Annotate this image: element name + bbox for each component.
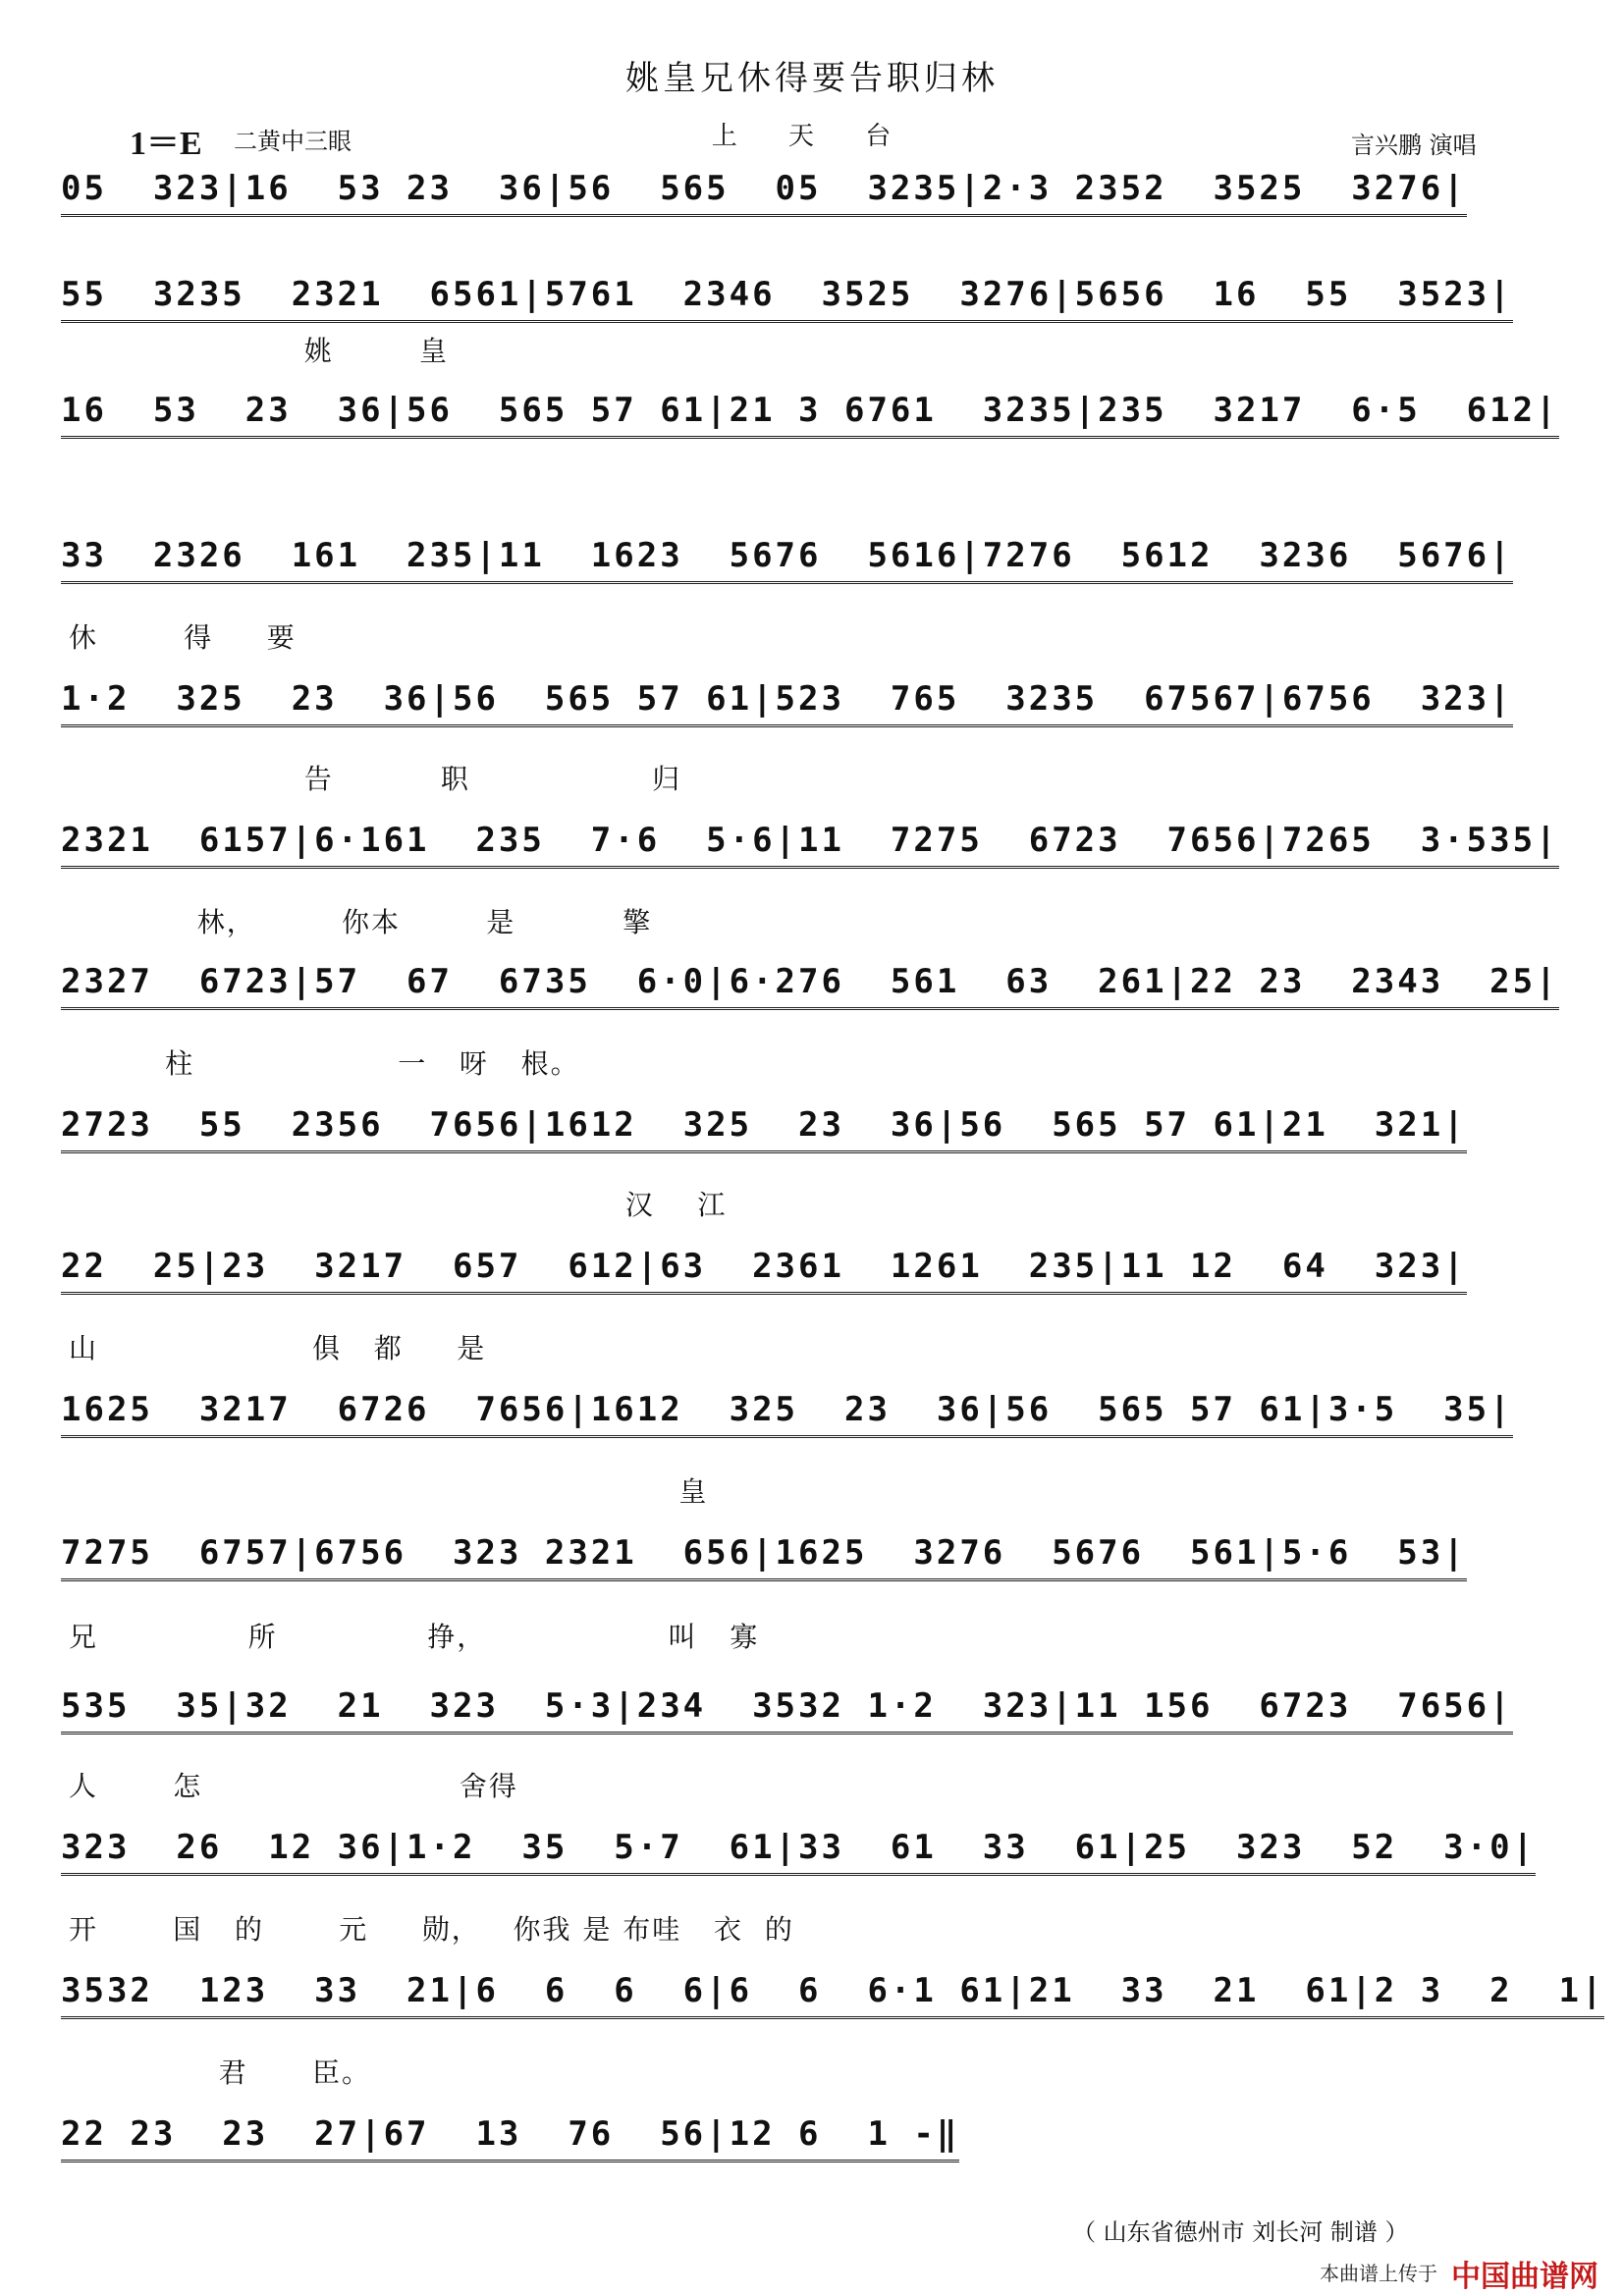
- lyric-line: 君 臣。: [69, 2056, 372, 2089]
- notation-line: 2723 55 2356 7656|1612 325 23 36|56 565 57 61|21 321|: [61, 1105, 1467, 1153]
- site-logo[interactable]: 中国曲谱网: [1451, 2260, 1598, 2294]
- lyric-line: 休 得 要: [69, 621, 297, 654]
- lyric-line: 人 怎 舍得: [69, 1770, 518, 1802]
- lyric-line: 姚 皇: [69, 335, 450, 367]
- notation-line: 55 3235 2321 6561|5761 2346 3525 3276|5656 16 55 3523|: [61, 275, 1513, 323]
- notation-line: 05 323|16 53 23 36|56 565 05 3235|2·3 2352 3525 3276|: [61, 169, 1467, 217]
- score-subtitle: 上 天 台: [711, 122, 913, 151]
- upload-note: 本曲谱上传于: [1320, 2262, 1437, 2285]
- notation-line: 7275 6757|6756 323 2321 656|1625 3276 5676 561|5·6 53|: [61, 1533, 1467, 1581]
- notation-line: 1625 3217 6726 7656|1612 325 23 36|56 565 57 61|3·5 35|: [61, 1390, 1513, 1438]
- lyric-line: 林， 你本 是 擎: [69, 906, 653, 938]
- lyric-line: 柱 一 呀 根。: [69, 1047, 580, 1080]
- transcriber-credit: （ 山东省德州市 刘长河 制谱 ）: [1072, 2218, 1409, 2246]
- notation-line: 535 35|32 21 323 5·3|234 3532 1·2 323|11 156 6723 7656|: [61, 1686, 1513, 1735]
- key-signature: 1＝E: [130, 126, 202, 162]
- score-title: 姚皇兄休得要告职归林: [625, 59, 999, 98]
- lyric-line: 山 俱 都 是: [69, 1332, 487, 1364]
- mode-label: 二黄中三眼: [234, 128, 352, 155]
- lyric-line: 开 国 的 元 勋， 你我 是 布哇 衣 的: [69, 1913, 794, 1946]
- notation-line: 22 23 23 27|67 13 76 56|12 6 1 -‖: [61, 2114, 959, 2163]
- lyric-line: 汉 江: [69, 1189, 728, 1221]
- notation-line: 16 53 23 36|56 565 57 61|21 3 6761 3235|235 3217 6·5 612|: [61, 391, 1559, 439]
- notation-line: 22 25|23 3217 657 612|63 2361 1261 235|11 12 64 323|: [61, 1247, 1467, 1295]
- notation-line: 2321 6157|6·161 235 7·6 5·6|11 7275 6723 7656|7265 3·535|: [61, 821, 1559, 869]
- lyric-line: 皇: [69, 1475, 709, 1508]
- performer-credit: 言兴鹏 演唱: [1351, 132, 1477, 159]
- notation-line: 323 26 12 36|1·2 35 5·7 61|33 61 33 61|25 323 52 3·0|: [61, 1828, 1536, 1876]
- notation-line: 33 2326 161 235|11 1623 5676 5616|7276 5612 3236 5676|: [61, 536, 1513, 584]
- lyric-line: 告 职 归: [69, 763, 682, 795]
- notation-line: 3532 123 33 21|6 6 6 6|6 6 6·1 61|21 33 21 61|2 3 2 1|: [61, 1971, 1604, 2019]
- notation-line: 2327 6723|57 67 6735 6·0|6·276 561 63 261|22 23 2343 25|: [61, 962, 1559, 1010]
- notation-line: 1·2 325 23 36|56 565 57 61|523 765 3235 67567|6756 323|: [61, 679, 1513, 727]
- lyric-line: 兄 所 挣， 叫 寡: [69, 1621, 760, 1653]
